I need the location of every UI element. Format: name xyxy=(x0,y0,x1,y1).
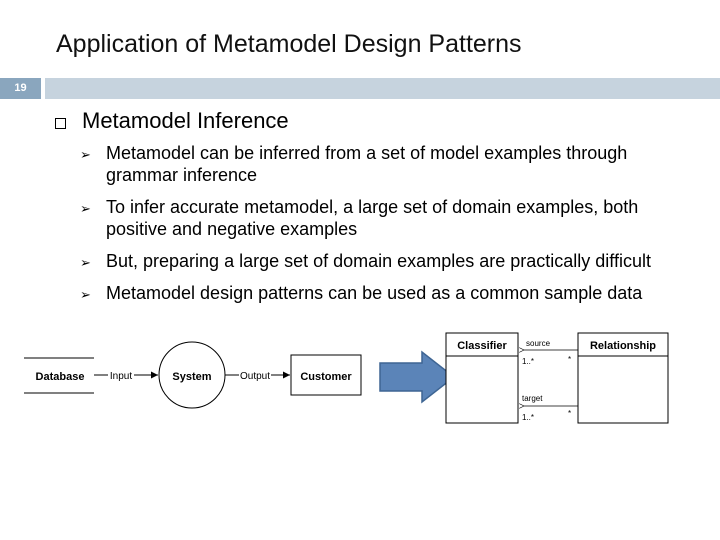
entity-label: Customer xyxy=(300,371,352,383)
sub-bullet-text: To infer accurate metamodel, a large set of domain examples, both positive and negative examples xyxy=(106,197,639,239)
sub-bullet-item xyxy=(80,142,690,186)
sub-bullet-text: But, preparing a large set of domain examples are practically difficult xyxy=(106,251,651,271)
arrow-bullet-icon: ➢ xyxy=(80,147,91,162)
sub-bullet-text: Metamodel design patterns can be used as a common sample data xyxy=(106,283,643,303)
datastore-label: Database xyxy=(35,371,85,383)
arrow-bullet-icon: ➢ xyxy=(80,255,91,270)
data-flow-diagram xyxy=(24,330,364,420)
header-bar xyxy=(45,78,720,99)
source-mult-left: 1..* xyxy=(522,357,535,366)
arrow-bullet-icon: ➢ xyxy=(80,287,91,302)
slide-title: Application of Metamodel Design Patterns xyxy=(56,30,522,58)
main-bullet-text: Metamodel Inference xyxy=(82,108,289,133)
square-bullet-icon xyxy=(55,118,66,129)
target-role-label: target xyxy=(522,394,543,403)
input-flow-label: Input xyxy=(109,371,133,382)
target-mult-right: * xyxy=(568,409,572,418)
output-flow-label: Output xyxy=(239,371,271,382)
class-name-relationship: Relationship xyxy=(589,340,657,352)
sub-bullet-item xyxy=(80,250,690,272)
sub-bullet-text: Metamodel can be inferred from a set of model examples through grammar inference xyxy=(106,143,628,185)
target-mult-left: 1..* xyxy=(522,413,535,422)
process-label: System xyxy=(172,371,212,383)
sub-bullet-item xyxy=(80,196,690,240)
sub-bullet-list xyxy=(80,142,690,314)
transform-arrow-shape xyxy=(380,352,454,402)
source-mult-right: * xyxy=(568,355,572,364)
arrow-bullet-icon: ➢ xyxy=(80,201,91,216)
class-name-classifier: Classifier xyxy=(457,340,507,352)
source-role-label: source xyxy=(526,339,551,348)
sub-bullet-item xyxy=(80,282,690,304)
slide-number-badge: 19 xyxy=(0,78,41,99)
uml-class-diagram xyxy=(444,330,672,426)
